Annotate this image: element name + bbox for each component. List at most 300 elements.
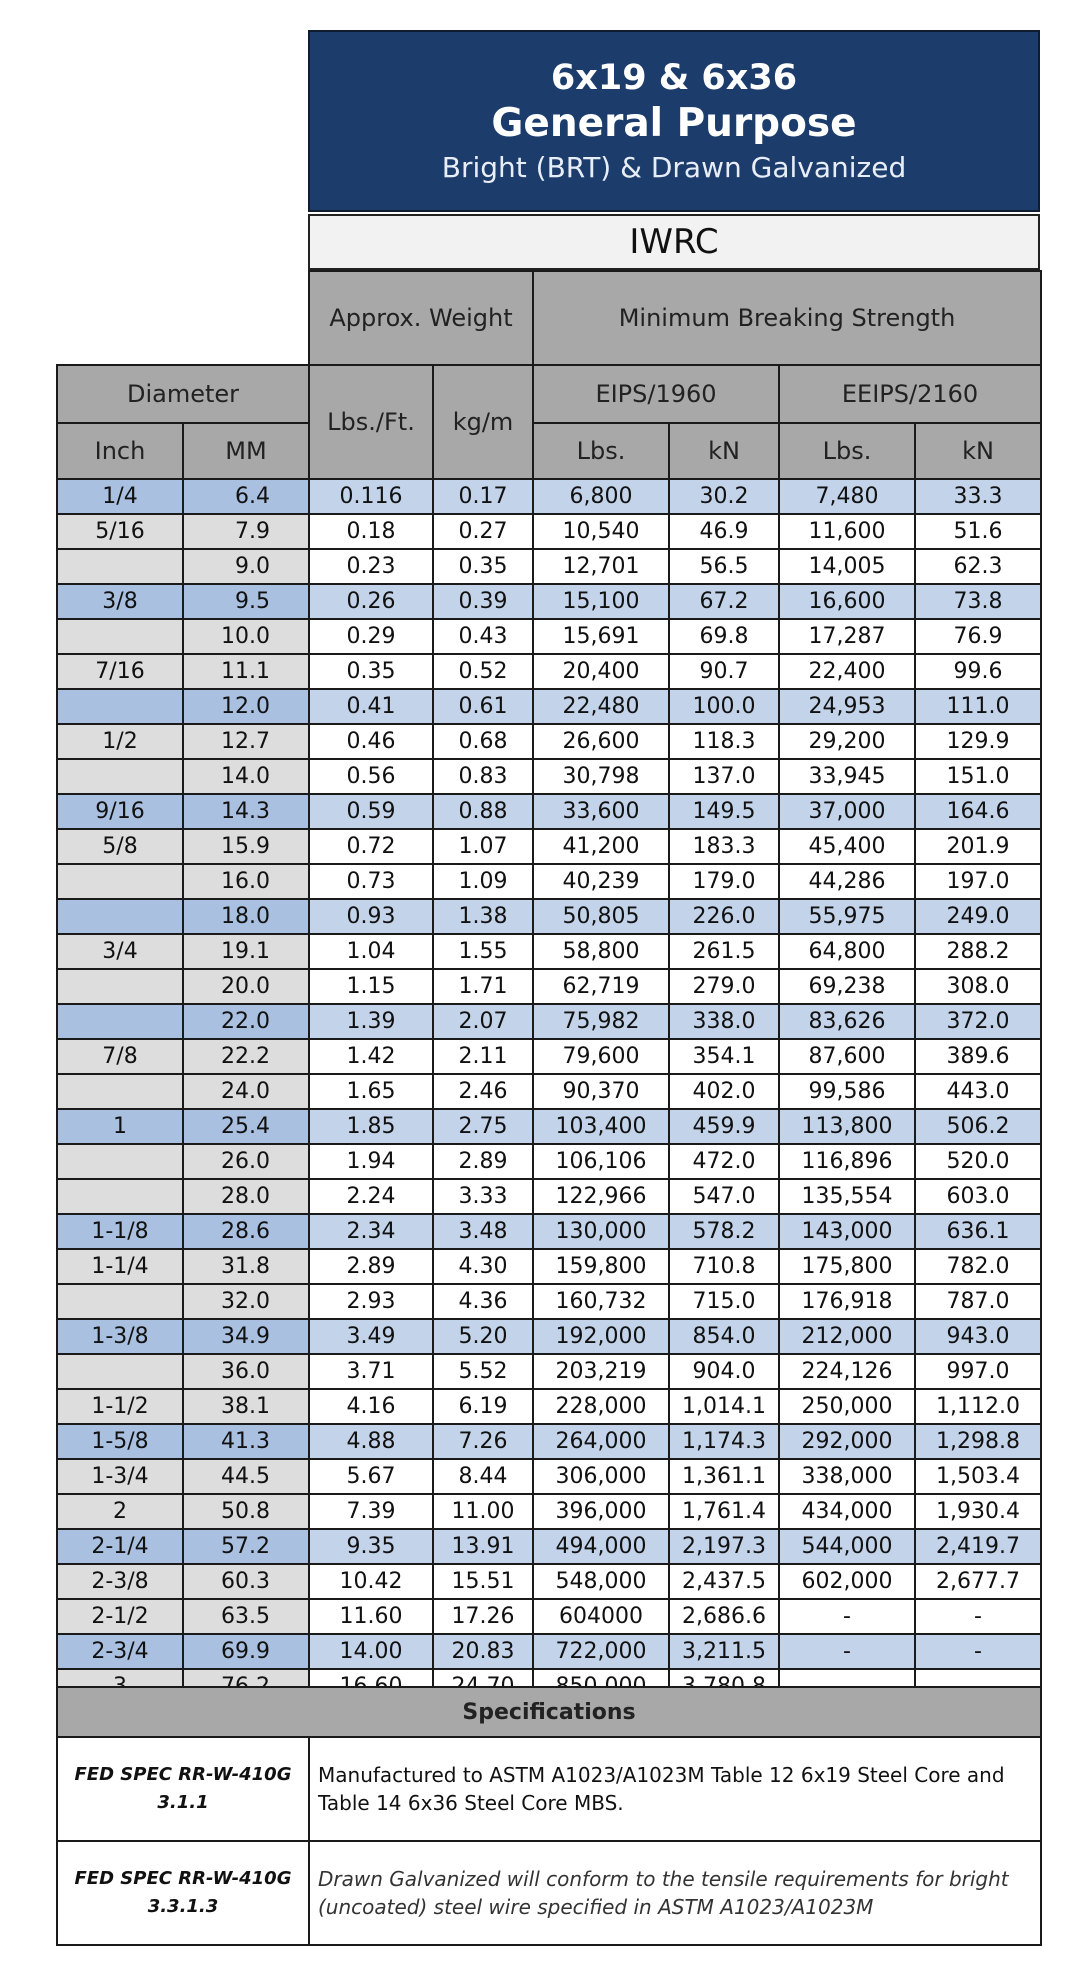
cell-inch: 2-3/4 <box>57 1634 183 1669</box>
header-mbs: Minimum Breaking Strength <box>533 271 1041 365</box>
cell-inch: 1-5/8 <box>57 1424 183 1459</box>
cell-inch <box>57 1354 183 1389</box>
cell-mm: 9.0 <box>183 549 309 584</box>
cell-mm: 22.0 <box>183 1004 309 1039</box>
cell-eips-lbs: 58,800 <box>533 934 669 969</box>
table-row <box>57 654 1041 689</box>
cell-mm: 18.0 <box>183 899 309 934</box>
cell-eips-lbs: 75,982 <box>533 1004 669 1039</box>
spec-code-line1: FED SPEC RR-W-410G <box>74 1868 292 1889</box>
cell-eeips-kn: 164.6 <box>915 794 1041 829</box>
cell-eips-kn: 3,211.5 <box>669 1634 779 1669</box>
spec-code <box>57 1737 309 1841</box>
cell-kg-m: 1.38 <box>433 899 533 934</box>
title-construction: 6x19 & 6x36 <box>550 58 798 98</box>
cell-mm: 34.9 <box>183 1319 309 1354</box>
header-eeips-lbs: Lbs. <box>779 423 915 479</box>
title-main: General Purpose <box>491 101 857 146</box>
cell-lbs-ft: 9.35 <box>309 1529 433 1564</box>
cell-lbs-ft: 4.88 <box>309 1424 433 1459</box>
cell-eeips-kn: 636.1 <box>915 1214 1041 1249</box>
table-row <box>57 969 1041 1004</box>
cell-eips-kn: 338.0 <box>669 1004 779 1039</box>
table-row <box>57 864 1041 899</box>
cell-eeips-lbs: 29,200 <box>779 724 915 759</box>
cell-eeips-lbs: - <box>779 1599 915 1634</box>
header-eips-kn: kN <box>669 423 779 479</box>
header-approx-weight: Approx. Weight <box>309 271 533 365</box>
cell-kg-m: 17.26 <box>433 1599 533 1634</box>
cell-lbs-ft: 0.26 <box>309 584 433 619</box>
cell-inch: 5/8 <box>57 829 183 864</box>
header-spacer <box>57 271 309 365</box>
cell-inch <box>57 1004 183 1039</box>
spec-code-line2: 3.1.1 <box>157 1792 209 1813</box>
table-row <box>57 619 1041 654</box>
cell-eeips-kn: 506.2 <box>915 1109 1041 1144</box>
cell-inch: 5/16 <box>57 514 183 549</box>
cell-eips-lbs: 6,800 <box>533 479 669 514</box>
cell-eeips-kn: 1,930.4 <box>915 1494 1041 1529</box>
table-row <box>57 479 1041 514</box>
cell-kg-m: 5.52 <box>433 1354 533 1389</box>
cell-kg-m: 0.17 <box>433 479 533 514</box>
cell-eeips-kn: 389.6 <box>915 1039 1041 1074</box>
cell-eeips-kn: 443.0 <box>915 1074 1041 1109</box>
header-eeips: EEIPS/2160 <box>779 365 1041 423</box>
table-row <box>57 1529 1041 1564</box>
cell-lbs-ft: 1.85 <box>309 1109 433 1144</box>
cell-eeips-lbs: 55,975 <box>779 899 915 934</box>
cell-lbs-ft: 2.34 <box>309 1214 433 1249</box>
cell-eeips-lbs: 64,800 <box>779 934 915 969</box>
cell-eips-lbs: 50,805 <box>533 899 669 934</box>
cell-lbs-ft: 1.94 <box>309 1144 433 1179</box>
table-row <box>57 1214 1041 1249</box>
cell-eips-kn: 46.9 <box>669 514 779 549</box>
cell-eeips-lbs: 434,000 <box>779 1494 915 1529</box>
breaking-strength-table <box>56 270 1042 1705</box>
cell-mm: 36.0 <box>183 1354 309 1389</box>
header-eips: EIPS/1960 <box>533 365 779 423</box>
cell-mm: 28.0 <box>183 1179 309 1214</box>
cell-mm: 7.9 <box>183 514 309 549</box>
cell-mm: 25.4 <box>183 1109 309 1144</box>
cell-lbs-ft: 5.67 <box>309 1459 433 1494</box>
cell-kg-m: 2.11 <box>433 1039 533 1074</box>
cell-eeips-lbs: 11,600 <box>779 514 915 549</box>
cell-eeips-lbs: 14,005 <box>779 549 915 584</box>
cell-eeips-lbs: 175,800 <box>779 1249 915 1284</box>
cell-kg-m: 4.30 <box>433 1249 533 1284</box>
cell-eips-lbs: 30,798 <box>533 759 669 794</box>
cell-eips-lbs: 40,239 <box>533 864 669 899</box>
cell-eips-kn: 226.0 <box>669 899 779 934</box>
cell-kg-m: 3.48 <box>433 1214 533 1249</box>
cell-eips-lbs: 79,600 <box>533 1039 669 1074</box>
cell-mm: 24.0 <box>183 1074 309 1109</box>
cell-lbs-ft: 0.18 <box>309 514 433 549</box>
cell-mm: 22.2 <box>183 1039 309 1074</box>
cell-inch: 2-1/4 <box>57 1529 183 1564</box>
cell-eeips-kn: 33.3 <box>915 479 1041 514</box>
cell-kg-m: 0.39 <box>433 584 533 619</box>
spec-code-line1: FED SPEC RR-W-410G <box>74 1764 292 1785</box>
header-eeips-kn: kN <box>915 423 1041 479</box>
cell-eeips-kn: 787.0 <box>915 1284 1041 1319</box>
cell-eeips-kn: 782.0 <box>915 1249 1041 1284</box>
cell-eeips-lbs: 602,000 <box>779 1564 915 1599</box>
cell-kg-m: 0.68 <box>433 724 533 759</box>
table-row <box>57 1179 1041 1214</box>
cell-inch <box>57 689 183 724</box>
cell-eeips-lbs: 544,000 <box>779 1529 915 1564</box>
cell-eips-kn: 854.0 <box>669 1319 779 1354</box>
cell-inch: 1-3/4 <box>57 1459 183 1494</box>
cell-kg-m: 20.83 <box>433 1634 533 1669</box>
cell-kg-m: 1.09 <box>433 864 533 899</box>
cell-inch <box>57 1144 183 1179</box>
spec-code-line2: 3.3.1.3 <box>147 1896 219 1917</box>
cell-eeips-lbs: 45,400 <box>779 829 915 864</box>
table-row <box>57 829 1041 864</box>
cell-eeips-lbs: 16,600 <box>779 584 915 619</box>
cell-eips-kn: 547.0 <box>669 1179 779 1214</box>
cell-eeips-lbs: 224,126 <box>779 1354 915 1389</box>
cell-eeips-lbs: 22,400 <box>779 654 915 689</box>
table-row <box>57 1354 1041 1389</box>
cell-mm: 63.5 <box>183 1599 309 1634</box>
cell-lbs-ft: 7.39 <box>309 1494 433 1529</box>
cell-inch: 2-1/2 <box>57 1599 183 1634</box>
cell-kg-m: 1.07 <box>433 829 533 864</box>
cell-eeips-kn: 51.6 <box>915 514 1041 549</box>
cell-eeips-lbs: 87,600 <box>779 1039 915 1074</box>
cell-eeips-kn: 372.0 <box>915 1004 1041 1039</box>
header-eips-lbs: Lbs. <box>533 423 669 479</box>
cell-kg-m: 1.71 <box>433 969 533 1004</box>
cell-eips-kn: 1,014.1 <box>669 1389 779 1424</box>
cell-kg-m: 6.19 <box>433 1389 533 1424</box>
cell-eeips-lbs: 113,800 <box>779 1109 915 1144</box>
cell-inch: 1/2 <box>57 724 183 759</box>
cell-eeips-kn: 76.9 <box>915 619 1041 654</box>
cell-eips-lbs: 159,800 <box>533 1249 669 1284</box>
cell-eips-kn: 1,174.3 <box>669 1424 779 1459</box>
cell-kg-m: 13.91 <box>433 1529 533 1564</box>
cell-eips-lbs: 203,219 <box>533 1354 669 1389</box>
cell-kg-m: 3.33 <box>433 1179 533 1214</box>
cell-eips-lbs: 20,400 <box>533 654 669 689</box>
table-row <box>57 1459 1041 1494</box>
cell-eeips-kn: 308.0 <box>915 969 1041 1004</box>
cell-eips-lbs: 264,000 <box>533 1424 669 1459</box>
cell-eeips-kn: 288.2 <box>915 934 1041 969</box>
cell-eips-kn: 30.2 <box>669 479 779 514</box>
cell-mm: 19.1 <box>183 934 309 969</box>
cell-mm: 57.2 <box>183 1529 309 1564</box>
cell-eips-kn: 279.0 <box>669 969 779 1004</box>
table-row <box>57 1424 1041 1459</box>
cell-eips-lbs: 41,200 <box>533 829 669 864</box>
spec-row <box>57 1841 1041 1945</box>
cell-eeips-kn: 997.0 <box>915 1354 1041 1389</box>
cell-mm: 6.4 <box>183 479 309 514</box>
cell-eips-kn: 183.3 <box>669 829 779 864</box>
cell-eeips-kn: 129.9 <box>915 724 1041 759</box>
cell-inch: 3/8 <box>57 584 183 619</box>
cell-eeips-lbs: 135,554 <box>779 1179 915 1214</box>
cell-mm: 31.8 <box>183 1249 309 1284</box>
cell-eeips-lbs: 17,287 <box>779 619 915 654</box>
cell-eeips-lbs: 33,945 <box>779 759 915 794</box>
cell-eips-kn: 459.9 <box>669 1109 779 1144</box>
cell-eips-lbs: 604000 <box>533 1599 669 1634</box>
cell-kg-m: 8.44 <box>433 1459 533 1494</box>
cell-inch: 1-3/8 <box>57 1319 183 1354</box>
cell-inch: 2-3/8 <box>57 1564 183 1599</box>
cell-mm: 44.5 <box>183 1459 309 1494</box>
cell-eips-lbs: 306,000 <box>533 1459 669 1494</box>
cell-eips-kn: 149.5 <box>669 794 779 829</box>
cell-eeips-kn: 2,419.7 <box>915 1529 1041 1564</box>
cell-kg-m: 0.88 <box>433 794 533 829</box>
table-row <box>57 1494 1041 1529</box>
cell-inch <box>57 1074 183 1109</box>
cell-eeips-kn: 73.8 <box>915 584 1041 619</box>
cell-eeips-kn: 520.0 <box>915 1144 1041 1179</box>
table-row <box>57 759 1041 794</box>
cell-eips-kn: 67.2 <box>669 584 779 619</box>
cell-inch: 3/4 <box>57 934 183 969</box>
cell-inch: 1-1/8 <box>57 1214 183 1249</box>
cell-kg-m: 0.43 <box>433 619 533 654</box>
cell-eeips-lbs: 44,286 <box>779 864 915 899</box>
cell-lbs-ft: 2.89 <box>309 1249 433 1284</box>
cell-eeips-kn: - <box>915 1634 1041 1669</box>
cell-inch: 1 <box>57 1109 183 1144</box>
cell-eips-lbs: 90,370 <box>533 1074 669 1109</box>
header-mm: MM <box>183 423 309 479</box>
cell-mm: 10.0 <box>183 619 309 654</box>
title-banner <box>308 30 1040 212</box>
header-lbs-ft: Lbs./Ft. <box>309 365 433 479</box>
specifications-title: Specifications <box>57 1687 1041 1737</box>
cell-mm: 28.6 <box>183 1214 309 1249</box>
table-row <box>57 584 1041 619</box>
cell-kg-m: 1.55 <box>433 934 533 969</box>
cell-lbs-ft: 1.42 <box>309 1039 433 1074</box>
cell-inch <box>57 619 183 654</box>
cell-eips-lbs: 62,719 <box>533 969 669 1004</box>
table-row <box>57 724 1041 759</box>
cell-eips-lbs: 130,000 <box>533 1214 669 1249</box>
cell-mm: 50.8 <box>183 1494 309 1529</box>
cell-eips-lbs: 396,000 <box>533 1494 669 1529</box>
table-row <box>57 1389 1041 1424</box>
cell-eips-kn: 904.0 <box>669 1354 779 1389</box>
cell-lbs-ft: 0.23 <box>309 549 433 584</box>
cell-eips-kn: 715.0 <box>669 1284 779 1319</box>
table-row <box>57 1319 1041 1354</box>
table-row <box>57 1144 1041 1179</box>
cell-eeips-kn: 151.0 <box>915 759 1041 794</box>
table-row <box>57 1074 1041 1109</box>
cell-eips-lbs: 106,106 <box>533 1144 669 1179</box>
cell-kg-m: 2.46 <box>433 1074 533 1109</box>
cell-eeips-lbs: 250,000 <box>779 1389 915 1424</box>
cell-mm: 12.7 <box>183 724 309 759</box>
cell-eeips-lbs: 116,896 <box>779 1144 915 1179</box>
cell-kg-m: 4.36 <box>433 1284 533 1319</box>
cell-eips-lbs: 722,000 <box>533 1634 669 1669</box>
cell-eips-kn: 2,197.3 <box>669 1529 779 1564</box>
cell-lbs-ft: 3.49 <box>309 1319 433 1354</box>
cell-eips-kn: 69.8 <box>669 619 779 654</box>
cell-inch <box>57 1179 183 1214</box>
cell-eips-lbs: 160,732 <box>533 1284 669 1319</box>
cell-eips-kn: 90.7 <box>669 654 779 689</box>
cell-kg-m: 0.83 <box>433 759 533 794</box>
cell-eips-kn: 56.5 <box>669 549 779 584</box>
cell-eeips-kn: 2,677.7 <box>915 1564 1041 1599</box>
cell-inch: 9/16 <box>57 794 183 829</box>
cell-eeips-lbs: 7,480 <box>779 479 915 514</box>
cell-eips-lbs: 103,400 <box>533 1109 669 1144</box>
cell-mm: 32.0 <box>183 1284 309 1319</box>
cell-eips-lbs: 15,691 <box>533 619 669 654</box>
cell-lbs-ft: 14.00 <box>309 1634 433 1669</box>
cell-eips-lbs: 192,000 <box>533 1319 669 1354</box>
cell-eips-lbs: 228,000 <box>533 1389 669 1424</box>
table-row <box>57 1634 1041 1669</box>
cell-lbs-ft: 1.15 <box>309 969 433 1004</box>
core-type-label: IWRC <box>308 214 1040 270</box>
cell-mm: 41.3 <box>183 1424 309 1459</box>
cell-mm: 12.0 <box>183 689 309 724</box>
cell-mm: 26.0 <box>183 1144 309 1179</box>
cell-eeips-lbs: 37,000 <box>779 794 915 829</box>
cell-lbs-ft: 0.35 <box>309 654 433 689</box>
cell-lbs-ft: 0.72 <box>309 829 433 864</box>
cell-eeips-kn: 603.0 <box>915 1179 1041 1214</box>
cell-lbs-ft: 0.116 <box>309 479 433 514</box>
cell-eeips-kn: 111.0 <box>915 689 1041 724</box>
cell-eips-lbs: 12,701 <box>533 549 669 584</box>
cell-kg-m: 0.35 <box>433 549 533 584</box>
title-subtitle: Bright (BRT) & Drawn Galvanized <box>441 151 907 184</box>
cell-lbs-ft: 11.60 <box>309 1599 433 1634</box>
cell-eips-lbs: 33,600 <box>533 794 669 829</box>
cell-eips-lbs: 122,966 <box>533 1179 669 1214</box>
table-row <box>57 1284 1041 1319</box>
cell-lbs-ft: 2.24 <box>309 1179 433 1214</box>
cell-inch <box>57 549 183 584</box>
cell-eeips-kn: 943.0 <box>915 1319 1041 1354</box>
spec-code <box>57 1841 309 1945</box>
cell-eips-lbs: 26,600 <box>533 724 669 759</box>
header-kg-m: kg/m <box>433 365 533 479</box>
table-row <box>57 1109 1041 1144</box>
specifications-table <box>56 1686 1042 1946</box>
cell-eips-kn: 710.8 <box>669 1249 779 1284</box>
cell-eeips-lbs: 292,000 <box>779 1424 915 1459</box>
cell-kg-m: 0.61 <box>433 689 533 724</box>
cell-mm: 69.9 <box>183 1634 309 1669</box>
cell-mm: 60.3 <box>183 1564 309 1599</box>
cell-eips-kn: 1,761.4 <box>669 1494 779 1529</box>
cell-eips-kn: 137.0 <box>669 759 779 794</box>
cell-eips-kn: 472.0 <box>669 1144 779 1179</box>
cell-lbs-ft: 0.93 <box>309 899 433 934</box>
cell-kg-m: 5.20 <box>433 1319 533 1354</box>
cell-eips-lbs: 494,000 <box>533 1529 669 1564</box>
cell-mm: 9.5 <box>183 584 309 619</box>
cell-eeips-lbs: 143,000 <box>779 1214 915 1249</box>
cell-kg-m: 2.75 <box>433 1109 533 1144</box>
cell-eeips-kn: 1,298.8 <box>915 1424 1041 1459</box>
cell-eeips-kn: 1,503.4 <box>915 1459 1041 1494</box>
cell-eips-lbs: 15,100 <box>533 584 669 619</box>
cell-inch: 1-1/2 <box>57 1389 183 1424</box>
cell-eips-kn: 578.2 <box>669 1214 779 1249</box>
cell-eips-kn: 118.3 <box>669 724 779 759</box>
cell-eeips-lbs: 212,000 <box>779 1319 915 1354</box>
cell-lbs-ft: 1.65 <box>309 1074 433 1109</box>
cell-inch: 7/8 <box>57 1039 183 1074</box>
table-row <box>57 1004 1041 1039</box>
cell-lbs-ft: 0.41 <box>309 689 433 724</box>
cell-mm: 14.3 <box>183 794 309 829</box>
cell-lbs-ft: 0.46 <box>309 724 433 759</box>
cell-inch <box>57 969 183 1004</box>
table-row <box>57 1039 1041 1074</box>
cell-inch <box>57 759 183 794</box>
cell-eeips-kn: - <box>915 1599 1041 1634</box>
table-row <box>57 899 1041 934</box>
cell-eeips-lbs: 338,000 <box>779 1459 915 1494</box>
cell-kg-m: 0.52 <box>433 654 533 689</box>
cell-eips-kn: 261.5 <box>669 934 779 969</box>
cell-eips-lbs: 10,540 <box>533 514 669 549</box>
cell-mm: 16.0 <box>183 864 309 899</box>
cell-kg-m: 2.89 <box>433 1144 533 1179</box>
cell-kg-m: 0.27 <box>433 514 533 549</box>
cell-eeips-lbs: - <box>779 1634 915 1669</box>
cell-eips-kn: 100.0 <box>669 689 779 724</box>
cell-mm: 15.9 <box>183 829 309 864</box>
spec-description: Manufactured to ASTM A1023/A1023M Table 12 6x19 Steel Core and Table 14 6x36 Steel Core MBS. <box>309 1737 1041 1841</box>
cell-eips-kn: 2,437.5 <box>669 1564 779 1599</box>
cell-inch <box>57 1284 183 1319</box>
cell-eeips-lbs: 83,626 <box>779 1004 915 1039</box>
cell-eeips-lbs: 69,238 <box>779 969 915 1004</box>
cell-inch: 7/16 <box>57 654 183 689</box>
table-body <box>57 479 1041 1704</box>
cell-kg-m: 2.07 <box>433 1004 533 1039</box>
cell-eeips-kn: 249.0 <box>915 899 1041 934</box>
cell-lbs-ft: 2.93 <box>309 1284 433 1319</box>
cell-mm: 38.1 <box>183 1389 309 1424</box>
cell-inch <box>57 864 183 899</box>
cell-lbs-ft: 10.42 <box>309 1564 433 1599</box>
cell-eips-kn: 402.0 <box>669 1074 779 1109</box>
cell-eips-kn: 1,361.1 <box>669 1459 779 1494</box>
cell-inch: 1/4 <box>57 479 183 514</box>
cell-lbs-ft: 0.59 <box>309 794 433 829</box>
cell-eeips-kn: 197.0 <box>915 864 1041 899</box>
cell-mm: 14.0 <box>183 759 309 794</box>
